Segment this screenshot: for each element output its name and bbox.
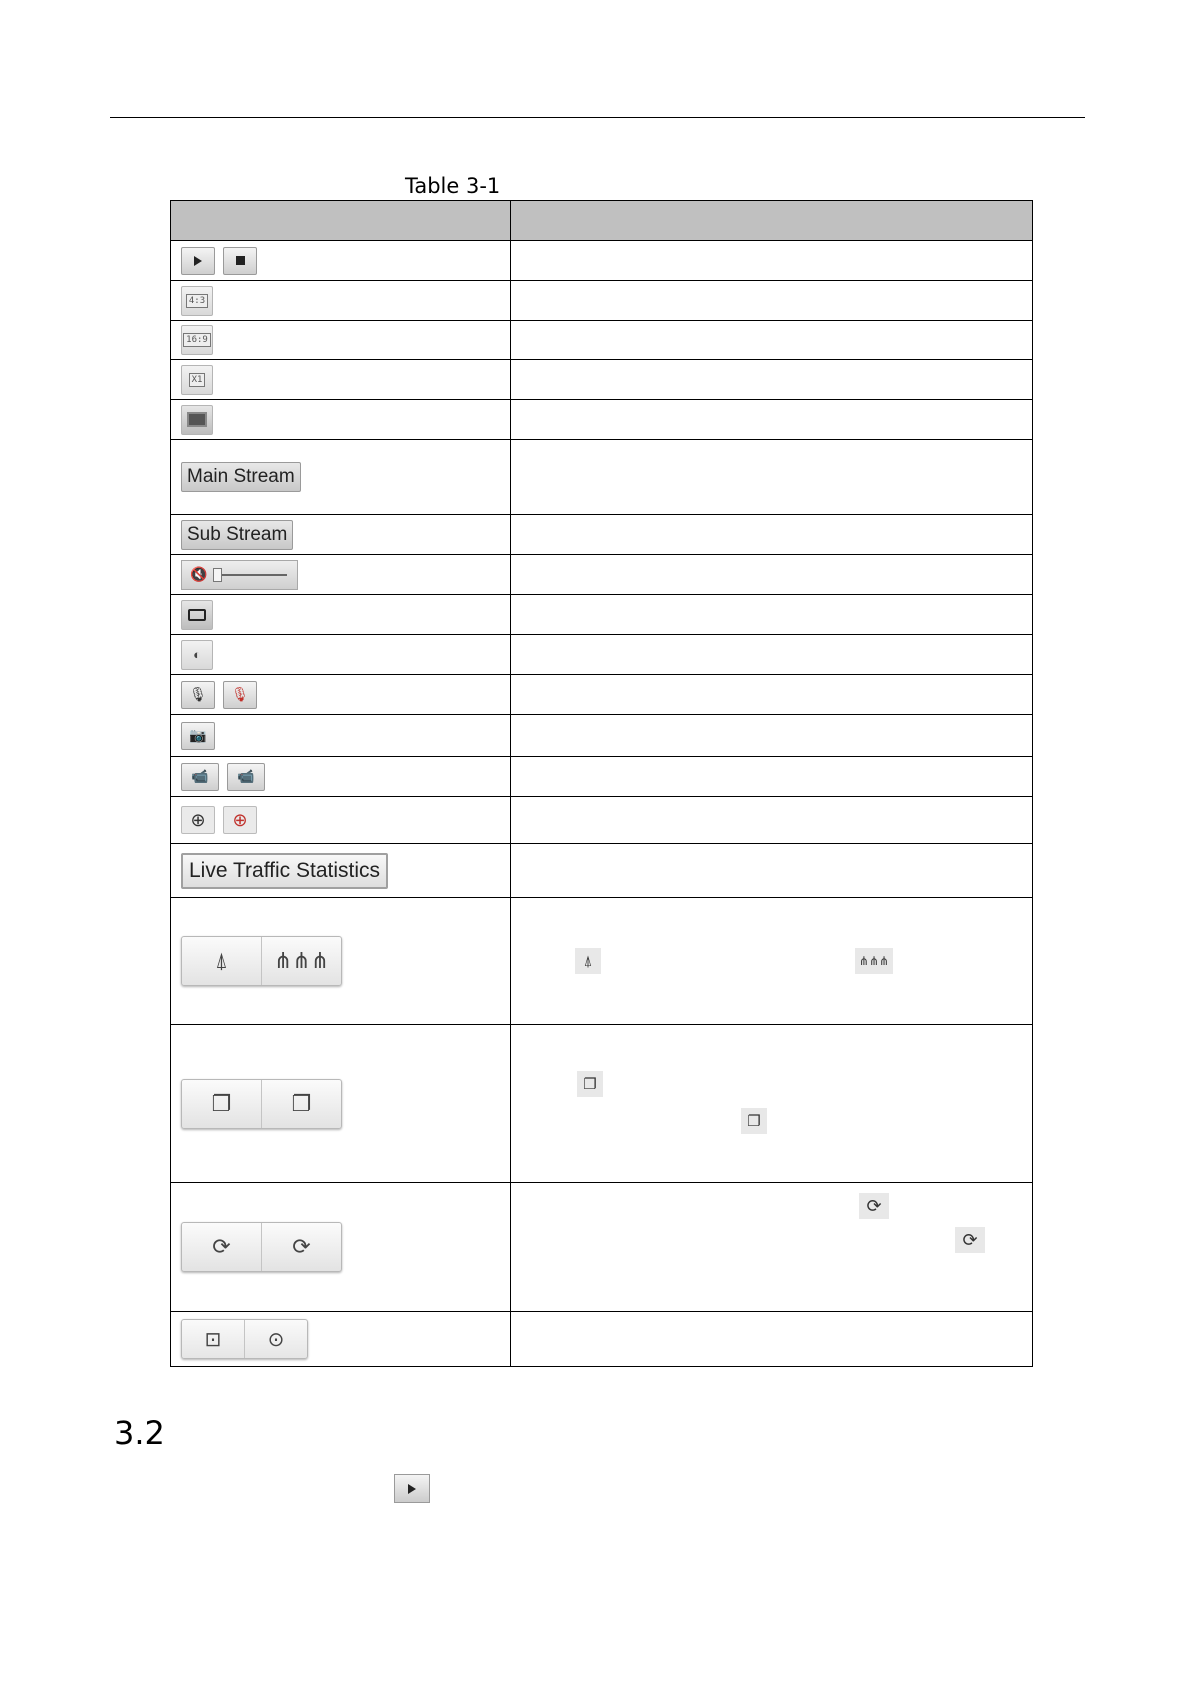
table-row	[171, 715, 1033, 757]
header-desc-col	[511, 201, 1033, 241]
zoom-in-icon[interactable]: ⊕	[181, 806, 215, 834]
volume-mute-icon[interactable]: 🔇	[190, 566, 208, 582]
fullscreen-icon[interactable]: ⊡	[204, 1328, 222, 1351]
window-restore-icon[interactable]: ❐	[261, 1080, 341, 1128]
eye-hide-icon[interactable]: ◐	[181, 640, 213, 670]
table-row	[171, 515, 1033, 555]
record-stop-icon[interactable]: 📹	[227, 763, 265, 791]
stop-icon[interactable]	[223, 247, 257, 275]
window-restore-icon: ❐	[577, 1071, 603, 1097]
window-restore-icon[interactable]: ❐	[211, 1090, 232, 1116]
camera-icon[interactable]: 📷	[181, 722, 215, 750]
table-row	[171, 757, 1033, 797]
icon-description-table	[170, 200, 1033, 1367]
single-tree-icon: ⍋	[575, 948, 601, 974]
table-row	[171, 635, 1033, 675]
main-stream-button[interactable]: Main Stream	[181, 462, 301, 492]
play-icon[interactable]	[394, 1474, 430, 1503]
table-row	[171, 281, 1033, 321]
table-row	[171, 321, 1033, 360]
live-traffic-statistics-button[interactable]: Live Traffic Statistics	[181, 853, 388, 889]
table-row	[171, 675, 1033, 715]
zoom-disabled-icon[interactable]: ⊕	[223, 806, 257, 834]
header-icon-col	[171, 201, 511, 241]
capture-icon[interactable]: ⊙	[244, 1320, 307, 1358]
table-row	[171, 241, 1033, 281]
multi-tree-icon[interactable]: ⋔⋔⋔	[261, 937, 341, 985]
sub-stream-button[interactable]: Sub Stream	[181, 520, 293, 550]
table-row	[171, 360, 1033, 400]
play-icon[interactable]	[181, 247, 215, 275]
table-caption: Table 3-1	[405, 174, 501, 198]
rotate-right-icon: ⟳	[955, 1227, 985, 1253]
table-row	[171, 1025, 1033, 1183]
table-row	[171, 595, 1033, 635]
table-row	[171, 898, 1033, 1025]
aspect-16-9-icon[interactable]: 16:9	[181, 325, 213, 355]
table-row	[171, 555, 1033, 595]
volume-slider[interactable]	[181, 560, 298, 590]
auto-fill-icon[interactable]	[181, 405, 213, 435]
plugin-icon[interactable]	[181, 600, 213, 630]
table-row	[171, 440, 1033, 515]
window-restore-icon: ❐	[741, 1108, 767, 1134]
original-size-icon[interactable]: X1	[181, 365, 213, 395]
header-rule	[110, 117, 1085, 118]
table-row	[171, 400, 1033, 440]
table-row	[171, 1183, 1033, 1312]
rotate-group	[181, 1222, 342, 1272]
aspect-4-3-icon[interactable]: 4:3	[181, 286, 213, 316]
table-row	[171, 797, 1033, 844]
record-start-icon[interactable]: 📹	[181, 763, 219, 791]
window-toggle-group	[181, 1079, 342, 1129]
capture-group	[181, 1319, 308, 1359]
section-number: 3.2	[114, 1414, 165, 1452]
single-tree-icon[interactable]: ⍋	[214, 948, 229, 973]
tree-toggle-group	[181, 936, 342, 986]
rotate-right-icon[interactable]: ⟳	[261, 1223, 341, 1271]
rotate-left-icon[interactable]: ⟳	[212, 1234, 231, 1259]
microphone-icon[interactable]: 🎙	[181, 681, 215, 709]
rotate-left-icon: ⟳	[859, 1193, 889, 1219]
volume-knob[interactable]	[213, 568, 222, 582]
microphone-active-icon[interactable]: 🎙	[223, 681, 257, 709]
multi-tree-icon: ⋔⋔⋔	[855, 948, 893, 974]
table-header-row	[171, 201, 1033, 241]
volume-track[interactable]	[213, 574, 287, 576]
table-row	[171, 1312, 1033, 1367]
table-row	[171, 844, 1033, 898]
